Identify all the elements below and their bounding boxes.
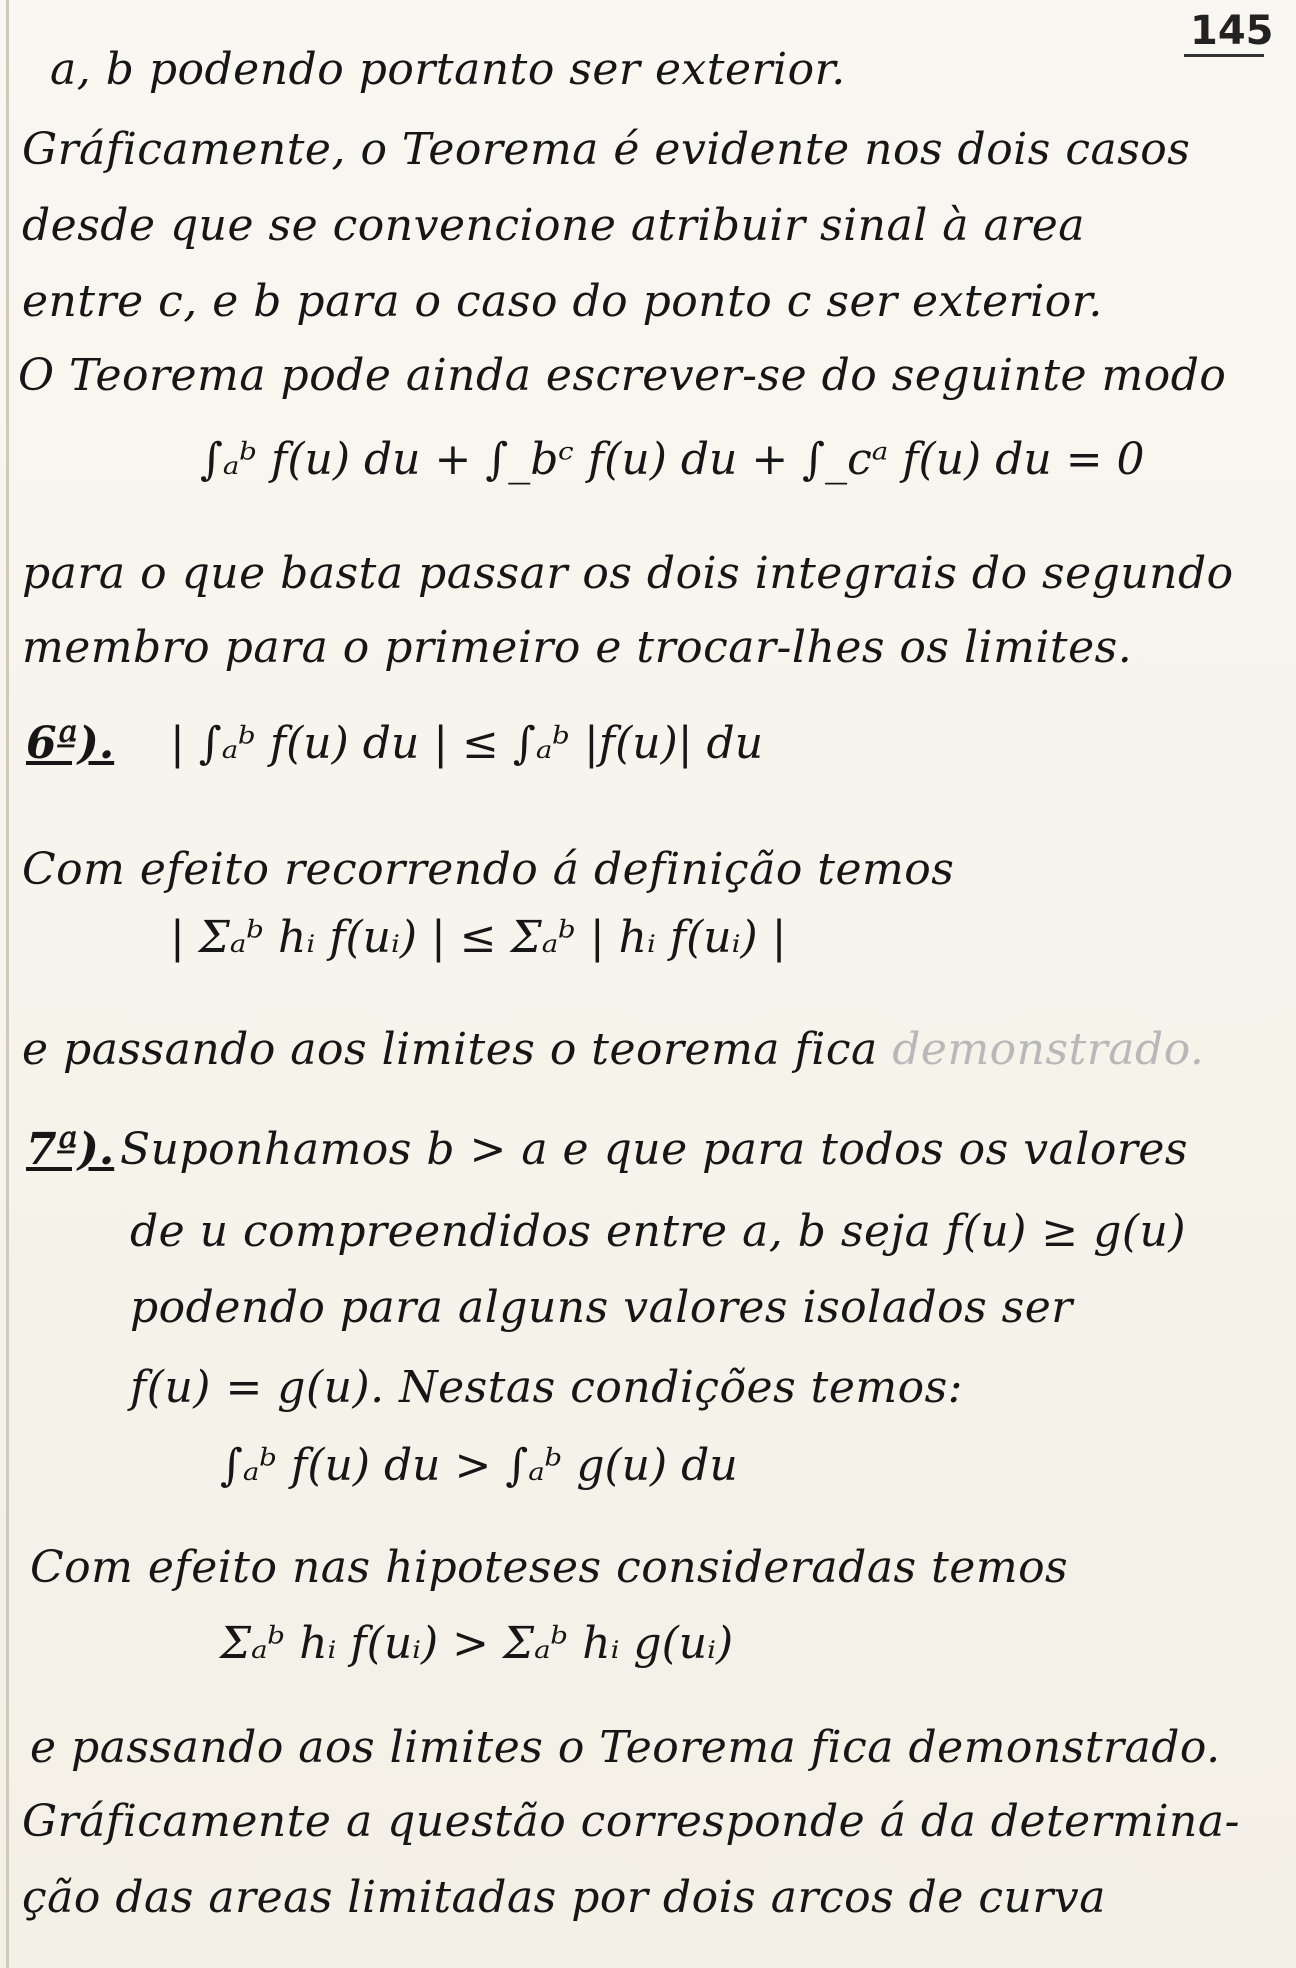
text-line: entre c, e b para o caso do ponto c ser exterior. (22, 276, 1103, 327)
faint-text: demonstrado. (892, 1024, 1205, 1075)
text-line: O Teorema pode ainda escrever-se do seguinte modo (18, 350, 1227, 401)
text-line: f(u) = g(u). Nestas condições temos: (130, 1362, 963, 1413)
equation: Σₐᵇ hᵢ f(uᵢ) > Σₐᵇ hᵢ g(uᵢ) (220, 1618, 734, 1669)
property-label (26, 1124, 114, 1175)
page-number: 145 (1190, 8, 1274, 54)
text-line: a, b podendo portanto ser exterior. (50, 44, 846, 95)
text-line: Com efeito recorrendo á definição temos (22, 844, 955, 895)
text-line: podendo para alguns valores isolados ser (130, 1282, 1073, 1333)
text-line: Suponhamos b > a e que para todos os valores (120, 1124, 1189, 1175)
property-label (26, 718, 114, 769)
equation: | Σₐᵇ hᵢ f(uᵢ) | ≤ Σₐᵇ | hᵢ f(uᵢ) | (170, 912, 787, 963)
text-fragment: e passando aos limites o teorema fica (22, 1024, 878, 1075)
page-number-underline (1184, 54, 1264, 57)
equation: | ∫ₐᵇ f(u) du | ≤ ∫ₐᵇ |f(u)| du (170, 718, 764, 769)
text-line: Gráficamente, o Teorema é evidente nos dois casos (22, 124, 1191, 175)
text-line: ção das areas limitadas por dois arcos de curva (22, 1872, 1106, 1923)
text-line: desde que se convencione atribuir sinal à area (22, 200, 1086, 251)
equation: ∫ₐᵇ f(u) du + ∫_bᶜ f(u) du + ∫_cᵃ f(u) du = 0 (200, 434, 1145, 485)
text-line: e passando aos limites o Teorema fica demonstrado. (30, 1722, 1221, 1773)
text-line: membro para o primeiro e trocar-lhes os limites. (22, 622, 1133, 673)
text-line: Com efeito nas hipoteses consideradas temos (30, 1542, 1069, 1593)
text-line: Gráficamente a questão corresponde á da determina- (22, 1796, 1240, 1847)
page-edge (6, 0, 9, 1968)
text-line: de u compreendidos entre a, b seja f(u) ≥ g(u) (130, 1206, 1187, 1257)
property-7-label: 7ª). (26, 1124, 115, 1175)
text-line: para o que basta passar os dois integrais do segundo (22, 548, 1234, 599)
equation: ∫ₐᵇ f(u) du > ∫ₐᵇ g(u) du (220, 1440, 738, 1491)
text-line (22, 1024, 1204, 1075)
property-6-label: 6ª). (26, 718, 115, 769)
